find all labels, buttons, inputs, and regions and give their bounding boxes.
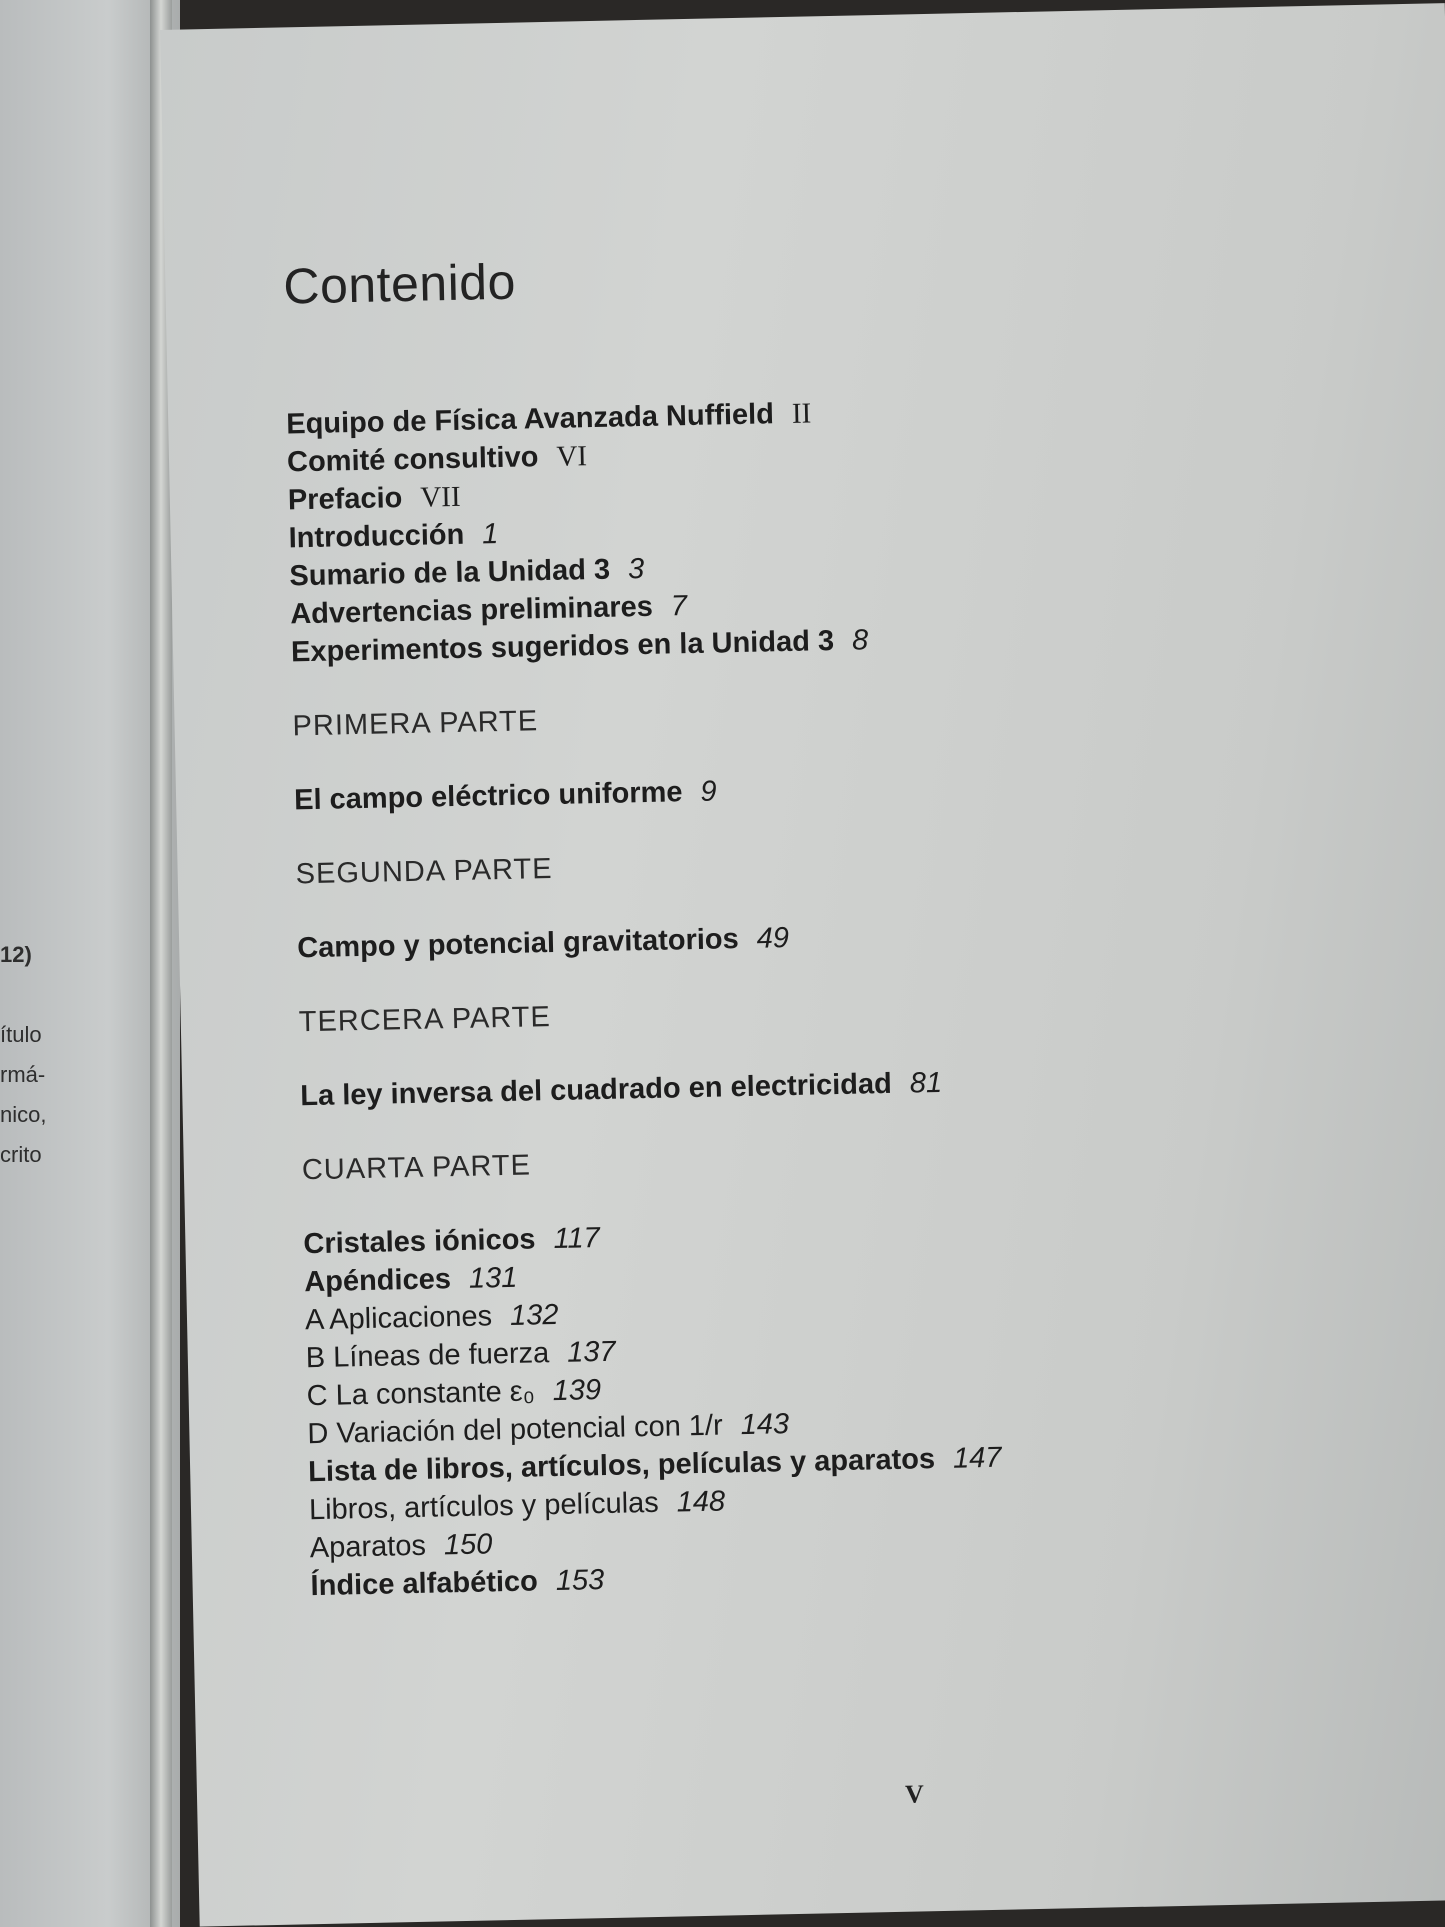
toc-entry-page: 150: [443, 1528, 493, 1562]
toc-entry-page: 153: [555, 1564, 605, 1598]
page-number: V: [904, 1779, 925, 1809]
toc-entry-label: Cristales iónicos: [303, 1223, 536, 1261]
part-heading: CUARTA PARTE: [301, 1149, 532, 1187]
toc-entry-page: 139: [552, 1374, 602, 1408]
toc-entry-page: 81: [909, 1066, 943, 1100]
page-title: Contenido: [282, 253, 517, 315]
toc-entry-label: A Aplicaciones: [304, 1300, 493, 1337]
toc-entry-page: VII: [419, 480, 461, 514]
toc-entry-label: Comité consultivo: [286, 441, 539, 479]
toc-entry-page: 131: [468, 1261, 518, 1295]
table-of-contents: [283, 237, 1311, 1606]
toc-entry-label: Aparatos: [309, 1529, 427, 1565]
toc-entry-label: Sumario de la Unidad 3: [289, 553, 611, 593]
toc-entry-label: Equipo de Física Avanzada Nuffield: [285, 398, 775, 441]
toc-entry-label: Libros, artículos y películas: [308, 1486, 660, 1527]
toc-entry-page: 8: [851, 624, 869, 657]
toc-entry-page: 147: [952, 1441, 1002, 1475]
toc-entry-page: II: [791, 397, 812, 430]
toc-entry-label: Experimentos sugeridos en la Unidad 3: [290, 625, 835, 669]
toc-entry: [300, 1056, 1301, 1115]
toc-entry-label: Prefacio: [287, 482, 403, 517]
toc-entry-page: 137: [566, 1335, 616, 1369]
toc-entry-label: Advertencias preliminares: [289, 590, 654, 631]
toc-entry-label: C La constante ε₀: [306, 1375, 536, 1413]
toc-entry-label: B Líneas de fuerza: [305, 1337, 550, 1375]
part-heading: PRIMERA PARTE: [292, 705, 539, 743]
toc-entry: [297, 908, 1298, 967]
toc-entry-label: El campo eléctrico uniforme: [293, 776, 683, 817]
toc-entry-page: VI: [556, 440, 588, 473]
right-page: [160, 3, 1445, 1926]
toc-entry-page: 3: [627, 552, 645, 586]
toc-entry: [294, 760, 1295, 819]
toc-entry-label: Índice alfabético: [310, 1565, 539, 1603]
part-heading: TERCERA PARTE: [298, 1001, 552, 1039]
toc-entry-page: 117: [553, 1222, 601, 1256]
left-snippet: 12): [0, 942, 32, 967]
toc-entry-label: D Variación del potencial con 1/r: [307, 1409, 724, 1451]
left-snippet: rmá-: [0, 1062, 46, 1087]
left-snippet: crito: [0, 1142, 42, 1167]
toc-entry-page: 148: [676, 1485, 726, 1519]
toc-entry-label: Lista de libros, artículos, películas y aparatos: [307, 1443, 936, 1489]
toc-entry-label: Campo y potencial gravitatorios: [296, 923, 740, 965]
left-snippet: nico,: [0, 1102, 47, 1127]
part-heading: SEGUNDA PARTE: [295, 852, 553, 891]
toc-entry-page: 143: [740, 1408, 790, 1442]
left-snippet: ítulo: [0, 1022, 42, 1047]
toc-entry-page: 49: [756, 922, 790, 955]
left-page-text: [0, 935, 60, 1175]
toc-entry-page: 9: [700, 775, 717, 808]
toc-entry-page: 132: [509, 1298, 559, 1332]
toc-entry-label: Apéndices: [303, 1263, 452, 1299]
toc-entry-page: 7: [670, 590, 688, 623]
toc-entry-label: Introducción: [288, 518, 465, 555]
toc-entry-label: La ley inversa del cuadrado en electricidad: [300, 1067, 893, 1113]
toc-entry-page: 1: [481, 518, 499, 551]
